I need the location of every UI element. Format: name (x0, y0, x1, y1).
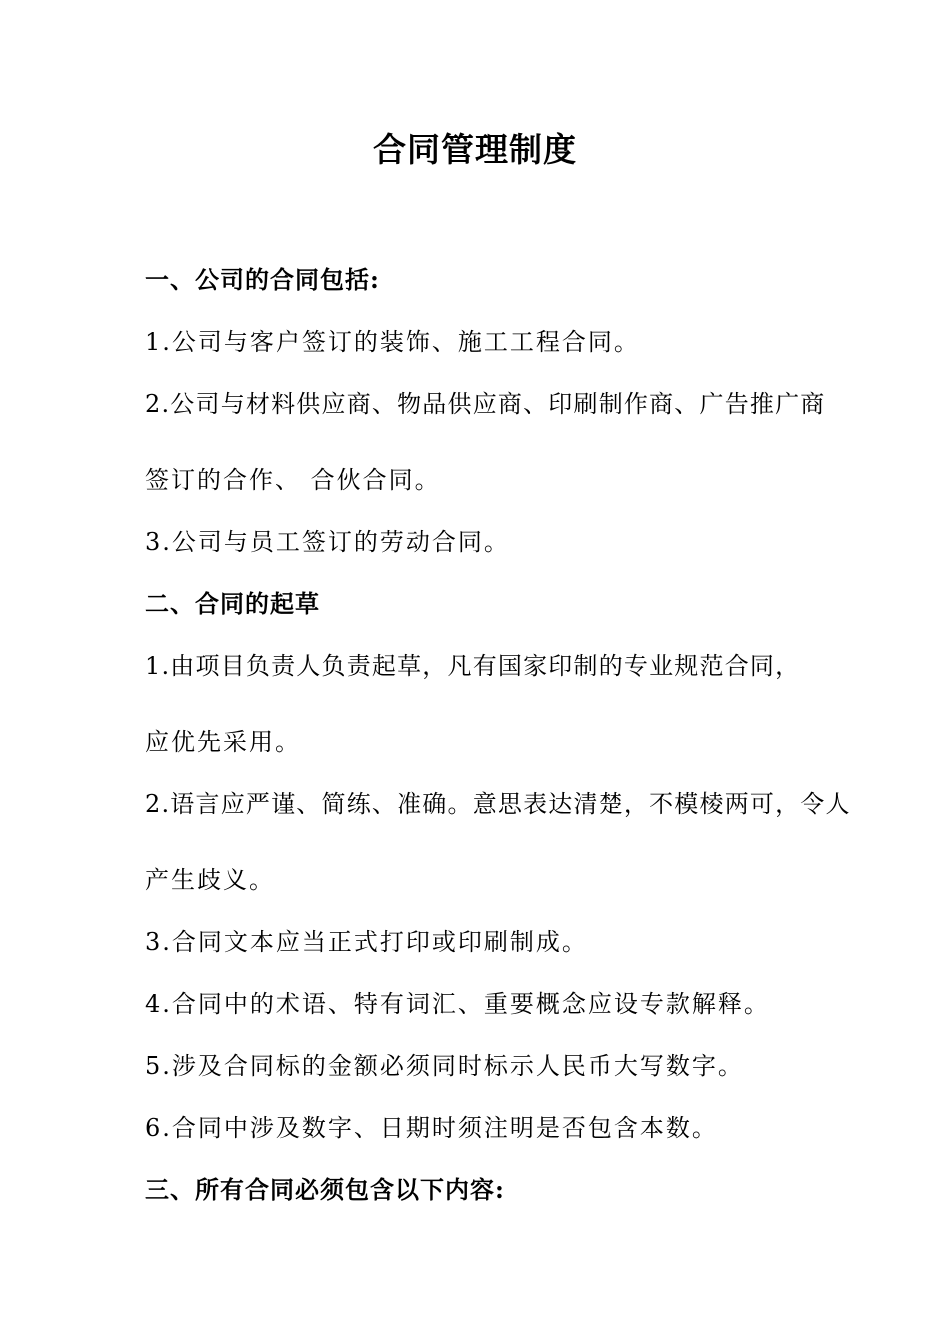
paragraph-line: 4.合同中的术语、特有词汇、重要概念应设专款解释。 (145, 990, 770, 1018)
paragraph-line: 2.公司与材料供应商、物品供应商、印刷制作商、广告推广商 (145, 390, 826, 418)
section-heading-2: 二、合同的起草 (145, 589, 320, 618)
paragraph-line: 2.语言应严谨、简练、准确。意思表达清楚，不模棱两可，令人 (145, 790, 851, 818)
paragraph-line: 签订的合作、 合伙合同。 (145, 466, 441, 494)
paragraph-line: 6.合同中涉及数字、日期时须注明是否包含本数。 (145, 1114, 718, 1142)
paragraph-line: 1.由项目负责人负责起草，凡有国家印制的专业规范合同， (145, 652, 801, 680)
section-heading-3: 三、所有合同必须包含以下内容: (145, 1175, 505, 1204)
paragraph-line: 1.公司与客户签订的装饰、施工工程合同。 (145, 328, 640, 356)
paragraph-line: 5.涉及合同标的金额必须同时标示人民币大写数字。 (145, 1052, 744, 1080)
paragraph-line: 3.合同文本应当正式打印或印刷制成。 (145, 928, 588, 956)
paragraph-line: 应优先采用。 (145, 728, 301, 756)
section-heading-1: 一、公司的合同包括: (145, 265, 380, 294)
paragraph-line: 产生歧义。 (145, 866, 275, 894)
document-title: 合同管理制度 (373, 130, 577, 169)
paragraph-line: 3.公司与员工签订的劳动合同。 (145, 528, 510, 556)
